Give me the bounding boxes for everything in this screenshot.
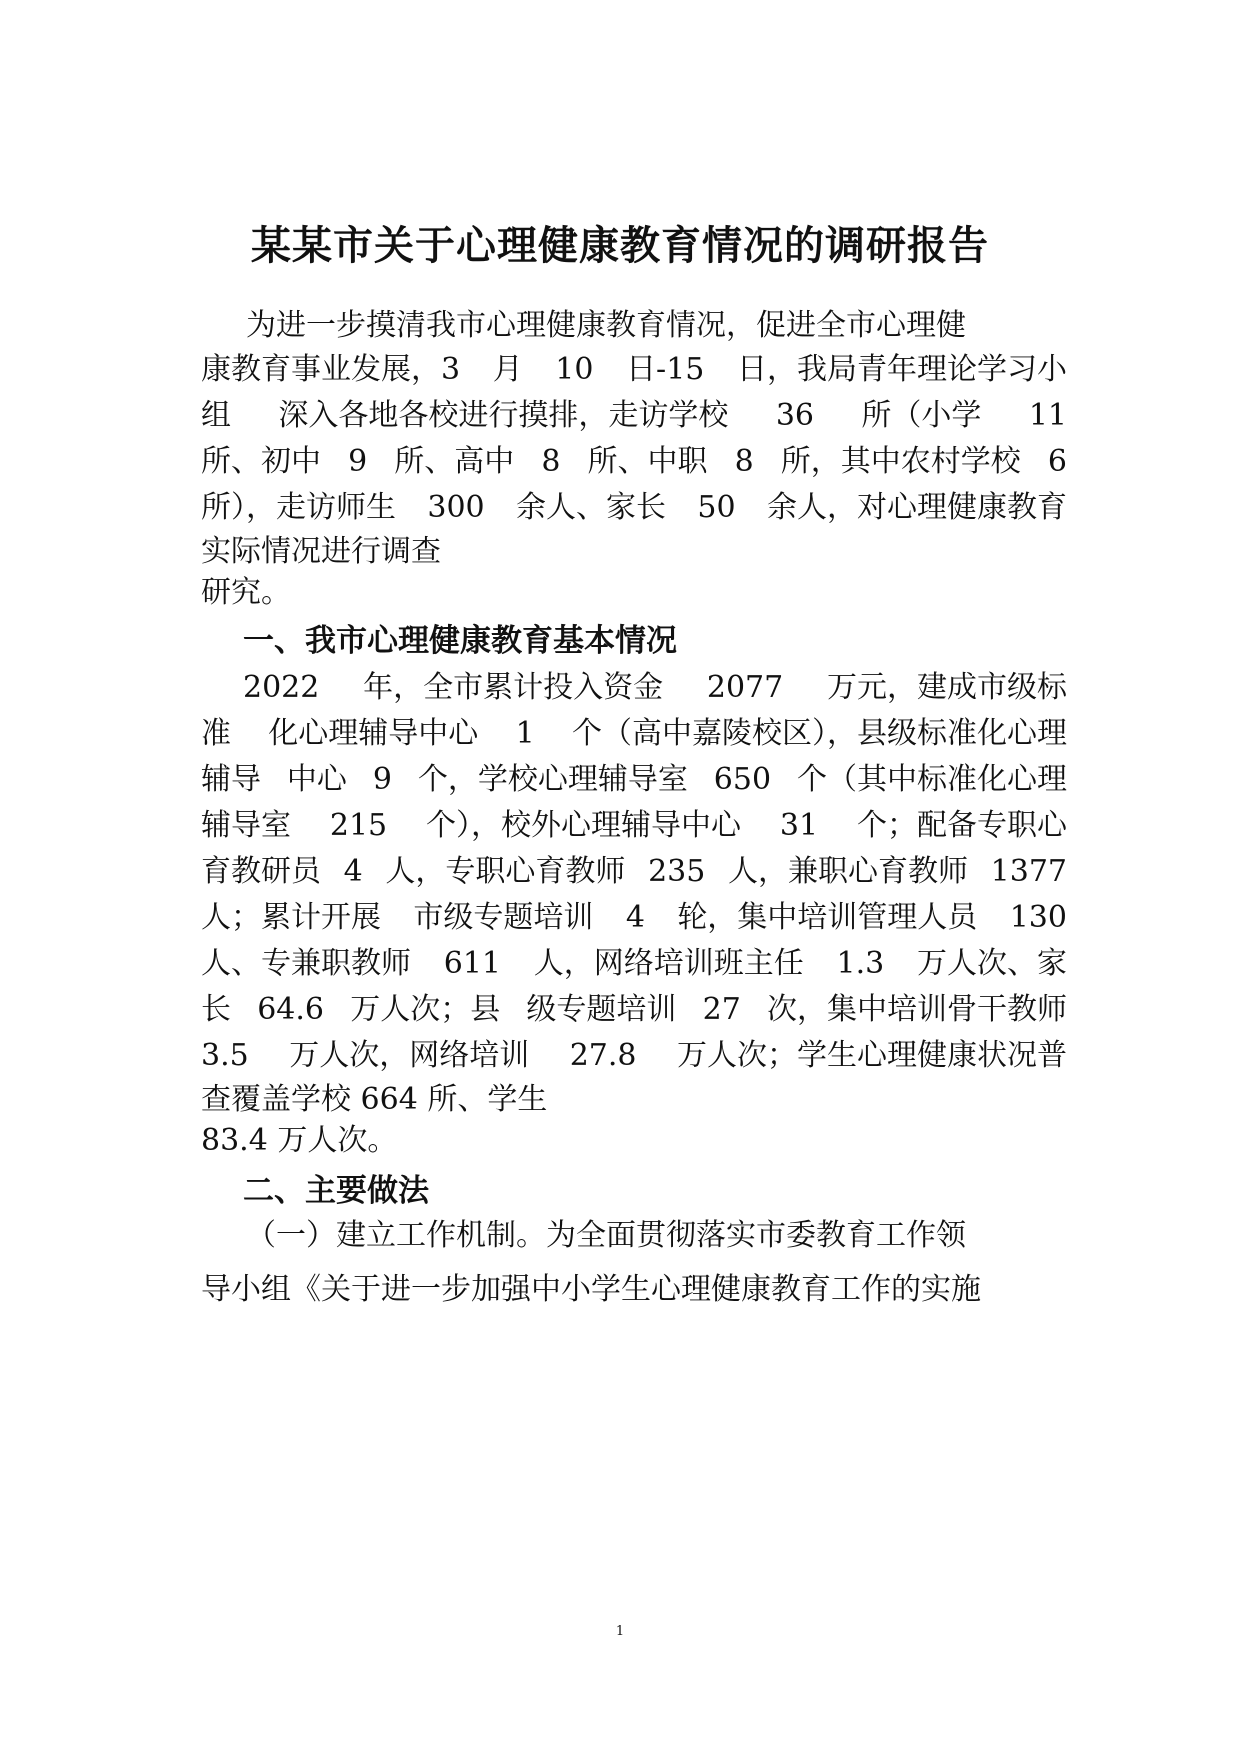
intro-line: 为进一步摸清我市心理健康教育情况，促进全市心理健	[246, 308, 966, 343]
section1-line: 准 化心理辅导中心 1 个（高中嘉陵校区），县级标准化心理	[201, 716, 1067, 751]
section1-line: 人、专兼职教师 611 人，网络培训班主任 1.3 万人次、家	[201, 946, 1067, 981]
section1-line: 辅导室 215 个），校外心理辅导中心 31 个；配备专职心	[201, 808, 1067, 843]
section1-line: 3.5 万人次，网络培训 27.8 万人次；学生心理健康状况普	[201, 1038, 1067, 1073]
section1-line: 人；累计开展 市级专题培训 4 轮，集中培训管理人员 130	[201, 900, 1067, 935]
section1-line: 查覆盖学校 664 所、学生	[201, 1082, 548, 1117]
section1-line: 长 64.6 万人次；县 级专题培训 27 次，集中培训骨干教师	[201, 992, 1067, 1027]
section-heading-2: 二、主要做法	[243, 1173, 429, 1209]
section1-line: 辅导 中心 9 个，学校心理辅导室 650 个（其中标准化心理	[201, 762, 1067, 797]
section-heading-1: 一、我市心理健康教育基本情况	[243, 623, 677, 659]
section2-line: （一）建立工作机制。为全面贯彻落实市委教育工作领	[246, 1218, 966, 1253]
page-number: 1	[615, 1624, 625, 1639]
section1-line: 育教研员 4 人，专职心育教师 235 人，兼职心育教师 1377	[201, 854, 1067, 889]
intro-line: 研究。	[201, 575, 291, 610]
document-title: 某某市关于心理健康教育情况的调研报告	[251, 223, 989, 269]
intro-line: 实际情况进行调查	[201, 534, 441, 569]
intro-line: 所），走访师生 300 余人、家长 50 余人，对心理健康教育	[201, 490, 1067, 525]
intro-line: 所、初中 9 所、高中 8 所、中职 8 所，其中农村学校 6	[201, 444, 1067, 479]
intro-line: 康教育事业发展，3 月 10 日-15 日，我局青年理论学习小	[201, 352, 1067, 387]
section1-line: 83.4 万人次。	[201, 1123, 398, 1158]
section1-line: 2022 年，全市累计投入资金 2077 万元，建成市级标	[243, 670, 1067, 705]
section2-line: 导小组《关于进一步加强中小学生心理健康教育工作的实施	[201, 1272, 981, 1307]
intro-line: 组 深入各地各校进行摸排，走访学校 36 所（小学 11	[201, 398, 1067, 433]
